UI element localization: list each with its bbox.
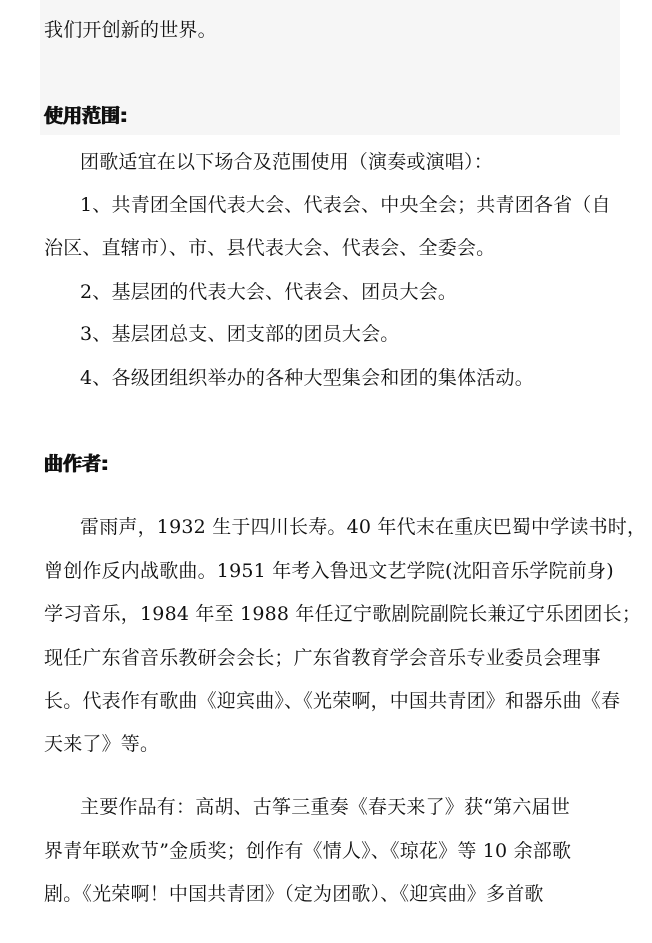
composer-heading: 曲作者: [44,453,109,475]
usage-intro-line: 团歌适宜在以下场合及范围使用（演奏或演唱）： [80,151,493,173]
bio-line-5: 长。代表作有歌曲《迎宾曲》、《光荣啊，中国共青团》和器乐曲《春 [44,690,621,712]
usage-item-4: 4、各级团组织举办的各种大型集会和团的集体活动。 [80,367,534,389]
usage-item-1-line-a: 1、共青团全国代表大会、代表会、中央全会；共青团各省（自 [80,194,611,216]
usage-item-2: 2、基层团的代表大会、代表会、团员大会。 [80,281,458,303]
intro-tail-line: 我们开创新的世界。 [44,19,217,41]
bio-line-4: 现任广东省音乐教研会会长；广东省教育学会音乐专业委员会理事 [44,647,601,669]
works-line-1: 主要作品有：高胡、古筝三重奏《春天来了》获“第六届世 [80,796,570,818]
usage-item-3: 3、基层团总支、团支部的团员大会。 [80,323,400,345]
bio-line-2: 曾创作反内战歌曲。1951 年考入鲁迅文艺学院(沈阳音乐学院前身) [44,560,614,582]
bio-line-6: 天来了》等。 [44,733,160,755]
usage-item-1-line-b: 治区、直辖市）、市、县代表大会、代表会、全委会。 [44,237,496,259]
usage-heading: 使用范围: [44,105,128,127]
works-line-2: 界青年联欢节”金质奖；创作有《情人》、《琼花》等 10 余部歌 [44,840,572,862]
works-line-3: 剧。《光荣啊！中国共青团》（定为团歌）、《迎宾曲》多首歌 [44,883,544,905]
bio-line-3: 学习音乐，1984 年至 1988 年任辽宁歌剧院副院长兼辽宁乐团团长； [44,603,642,625]
bio-line-1: 雷雨声，1932 生于四川长寿。40 年代末在重庆巴蜀中学读书时， [80,516,647,538]
